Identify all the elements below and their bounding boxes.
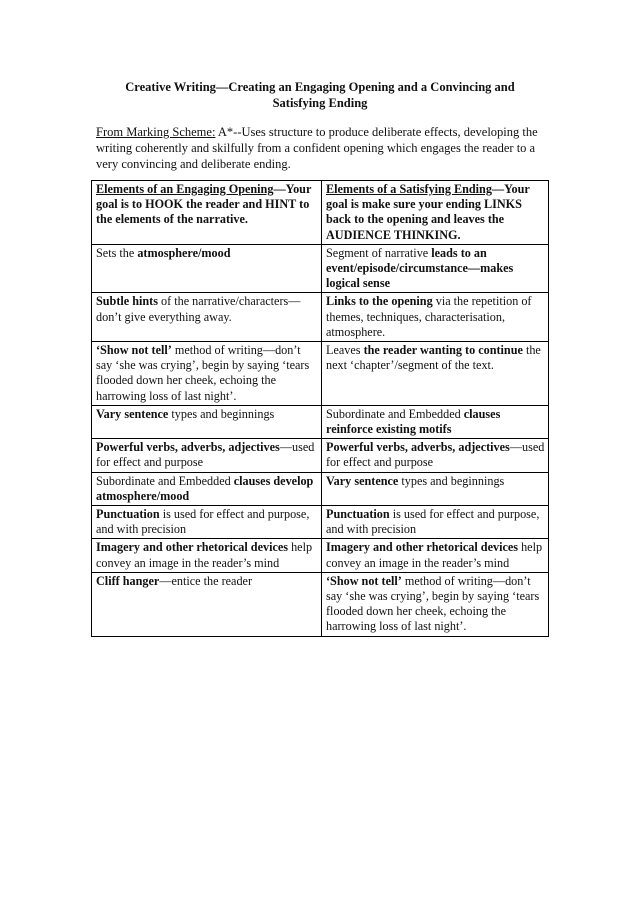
cell-text: Powerful verbs, adverbs, adjectives <box>326 440 510 455</box>
opening-element-cell <box>92 405 322 438</box>
cell-text: Imagery and other rhetorical devices <box>326 540 519 555</box>
marking-scheme-text: A*--Uses structure to produce deliberate effects, developing the writing coherently and skilfully from a confident opening which engages the reader to a very convincing and deliberate ending. <box>96 125 538 171</box>
cell-text: Cliff hanger <box>96 573 160 588</box>
cell-text: —entice the reader <box>159 573 253 588</box>
cell-text: method of writing—don’t say ‘she was crying’, begin by saying ‘tears flooded down her cheek, echoing the harrowing loss of last night’. <box>326 573 540 634</box>
cell-text: help convey an image in the reader’s mind <box>96 540 313 570</box>
cell-text: Punctuation <box>326 507 390 522</box>
cell-text: leads to an event/episode/circumstance—makes logical sense <box>326 245 514 291</box>
cell-text: ‘Show not tell’ <box>96 343 172 358</box>
cell-text: Subordinate and Embedded <box>96 473 234 488</box>
ending-element-cell <box>322 572 549 636</box>
ending-element-cell <box>322 342 549 406</box>
cell-text: the reader wanting to continue <box>363 343 523 358</box>
ending-element-cell <box>322 293 549 342</box>
cell-text: via the repetition of themes, techniques, characterisation, atmosphere. <box>326 294 532 339</box>
ending-element-cell <box>322 439 549 472</box>
cell-text: Leaves <box>326 343 364 358</box>
table-row <box>92 244 549 293</box>
cell-text: Punctuation <box>96 507 160 522</box>
opening-element-cell <box>92 539 322 572</box>
cell-text: Sets the <box>96 245 138 260</box>
table-row <box>92 472 549 505</box>
table-row <box>92 506 549 539</box>
opening-element-cell <box>92 439 322 472</box>
opening-element-cell <box>92 342 322 406</box>
intro-paragraph <box>96 124 546 172</box>
ending-element-cell <box>322 405 549 438</box>
page-title: Creative Writing—Creating an Engaging Opening and a Convincing and Satisfying Ending <box>125 80 515 110</box>
cell-text: method of writing—don’t say ‘she was crying’, begin by saying ‘tears flooded down her cheek, echoing the harrowing loss of last night’. <box>96 343 310 403</box>
opening-element-cell <box>92 472 322 505</box>
ending-element-cell <box>322 244 549 293</box>
header-ending-cell <box>322 181 549 245</box>
cell-text: ‘Show not tell’ <box>326 573 402 588</box>
cell-text: Vary sentence <box>96 406 169 421</box>
table-row <box>92 342 549 406</box>
ending-element-cell <box>322 539 549 572</box>
header-opening-title: Elements of an Engaging Opening <box>96 182 274 196</box>
cell-text: is used for effect and purpose, and with precision <box>326 507 540 537</box>
table-row <box>92 405 549 438</box>
cell-text: is used for effect and purpose, and with precision <box>96 507 310 537</box>
header-ending-title: Elements of a Satisfying Ending <box>326 182 492 196</box>
table-row <box>92 539 549 572</box>
cell-text: the next ‘chapter’/segment of the text. <box>326 343 541 373</box>
cell-text: Vary sentence <box>326 473 399 488</box>
cell-text: help convey an image in the reader’s mind <box>326 540 543 570</box>
ending-element-cell <box>322 506 549 539</box>
cell-text: clauses develop atmosphere/mood <box>96 473 314 503</box>
cell-text: Subtle hints <box>96 294 158 309</box>
table-header-row <box>92 181 549 245</box>
opening-element-cell <box>92 244 322 293</box>
cell-text: —used for effect and purpose <box>96 440 315 470</box>
header-ending-desc: —Your goal is make sure your ending LINKS back to the opening and leaves the AUDIENCE THINKING. <box>326 182 530 242</box>
header-opening-desc: —Your goal is to HOOK the reader and HINT to the elements of the narrative. <box>96 182 312 227</box>
opening-element-cell <box>92 506 322 539</box>
table-row <box>92 572 549 636</box>
cell-text: —used for effect and purpose <box>326 440 545 470</box>
cell-text: Subordinate and Embedded <box>326 406 464 421</box>
table-body <box>92 244 549 636</box>
cell-text: Links to the opening <box>326 294 433 309</box>
cell-text: clauses reinforce existing motifs <box>326 406 501 437</box>
cell-text: Segment of narrative <box>326 245 432 260</box>
cell-text: Imagery and other rhetorical devices <box>96 540 289 555</box>
opening-element-cell <box>92 293 322 342</box>
marking-scheme-label: From Marking Scheme: <box>96 125 216 139</box>
cell-text: of the narrative/characters—don’t give everything away. <box>96 294 301 324</box>
cell-text: types and beginnings <box>168 406 275 421</box>
cell-text: types and beginnings <box>398 473 505 488</box>
elements-table <box>91 180 549 637</box>
cell-text: atmosphere/mood <box>137 245 231 260</box>
opening-element-cell <box>92 572 322 636</box>
ending-element-cell <box>322 472 549 505</box>
cell-text: Powerful verbs, adverbs, adjectives <box>96 440 280 455</box>
table-row <box>92 293 549 342</box>
header-opening-cell <box>92 181 322 245</box>
table-row <box>92 439 549 472</box>
